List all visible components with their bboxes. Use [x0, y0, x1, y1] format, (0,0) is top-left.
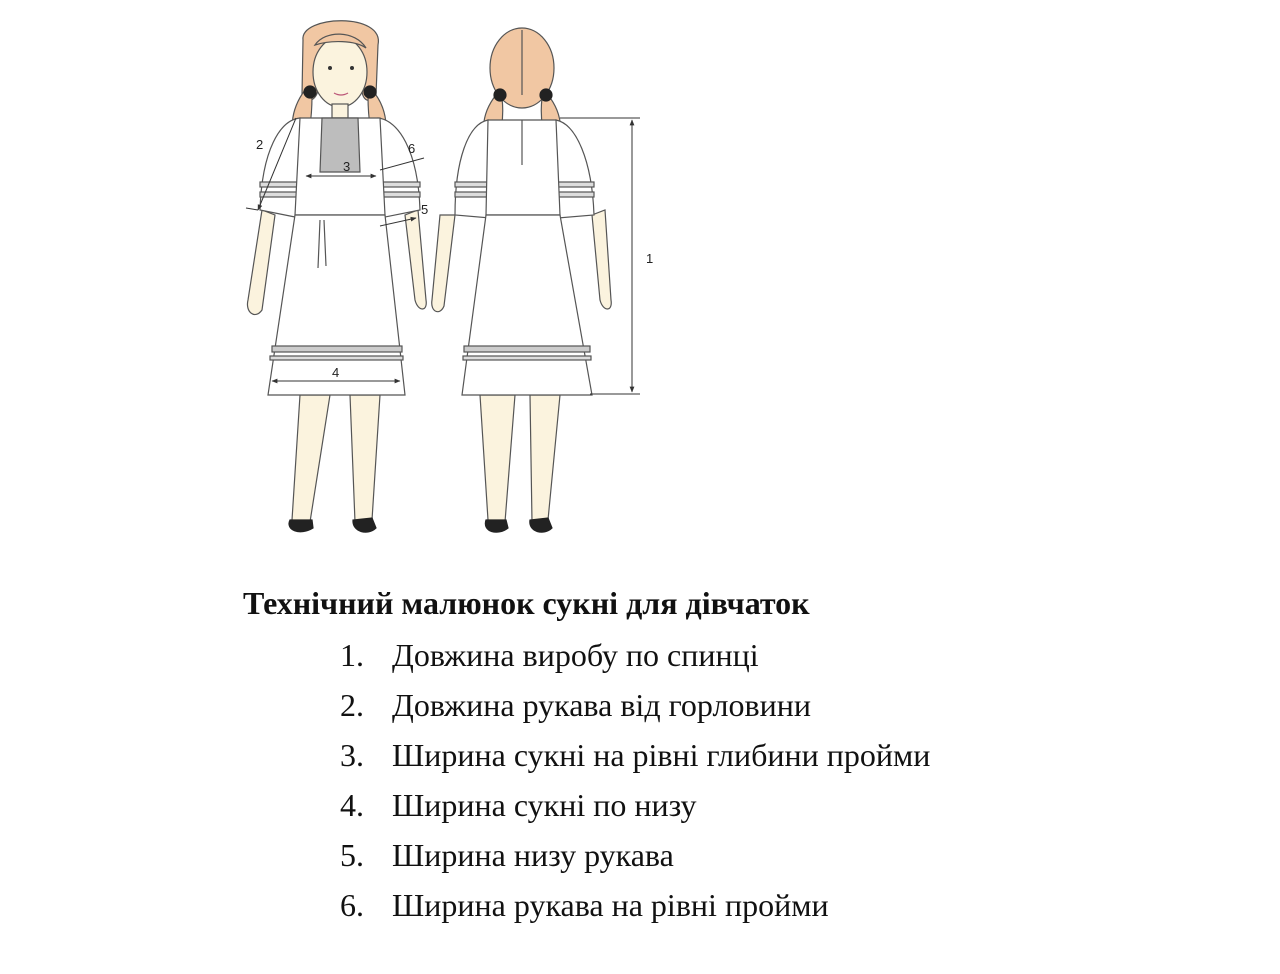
- legend-item: [340, 630, 930, 680]
- front-view-figure: [247, 21, 429, 532]
- legend-number: 4.: [340, 787, 364, 823]
- measurement-legend: [340, 630, 930, 930]
- legend-number: 5.: [340, 837, 364, 873]
- back-legs: [480, 395, 560, 522]
- legend-text: Довжина рукава від горловини: [392, 687, 811, 723]
- legend-text: Ширина сукні на рівні глибини пройми: [392, 737, 931, 773]
- legend-item: [340, 680, 930, 730]
- back-bodice: [486, 120, 560, 215]
- legend-number: 2.: [340, 687, 364, 723]
- measure-label-3: 3: [343, 159, 351, 174]
- front-arm-right: [405, 210, 426, 309]
- legend-item: [340, 730, 930, 780]
- legend-item: [340, 830, 930, 880]
- measure-label-2: 2: [256, 137, 264, 152]
- front-face: [313, 37, 367, 107]
- legend-number: 6.: [340, 887, 364, 923]
- measure-label-5: 5: [421, 202, 429, 217]
- legend-item: [340, 780, 930, 830]
- legend-text: Ширина рукава на рівні пройми: [392, 887, 829, 923]
- front-arm-left: [247, 210, 275, 315]
- measure-label-4: 4: [332, 365, 340, 380]
- front-yoke-insert: [320, 118, 360, 172]
- legend-number: 3.: [340, 737, 364, 773]
- back-view-figure: [432, 28, 612, 532]
- front-legs: [292, 395, 380, 522]
- legend-text: Ширина сукні по низу: [392, 787, 697, 823]
- back-arm-right: [592, 210, 611, 309]
- figure-caption: Технічний малюнок сукні для дівчаток: [243, 585, 810, 621]
- legend-text: Довжина виробу по спинці: [392, 637, 759, 673]
- measure-label-1: 1: [646, 251, 654, 266]
- legend-item: [340, 880, 930, 930]
- legend-number: 1.: [340, 637, 364, 673]
- back-skirt: [462, 215, 592, 395]
- legend-text: Ширина низу рукава: [392, 837, 674, 873]
- measure-label-6: 6: [408, 141, 416, 156]
- back-arm-left: [432, 215, 455, 312]
